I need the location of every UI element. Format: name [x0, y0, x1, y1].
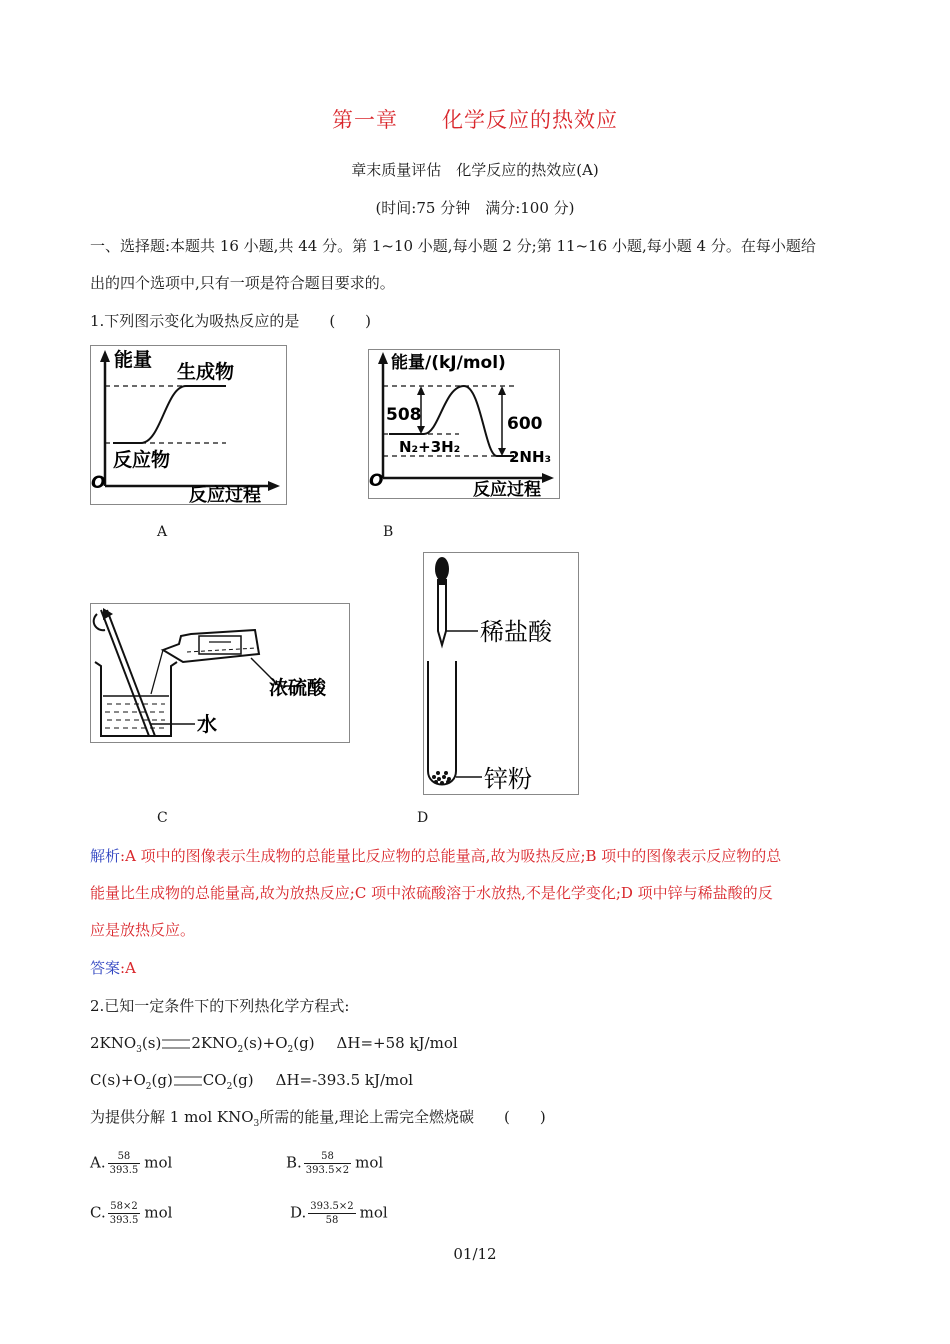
equation-2-enthalpy: ΔH=-393.5 kJ/mol [275, 1071, 414, 1089]
fig-d-acid-label: 稀盐酸 [480, 618, 552, 646]
option-c[interactable]: C. $\frac{58\times 2}{393.5}$ mol [90, 1201, 173, 1226]
option-d[interactable]: D. $\frac{393.5\times 2}{58}$ mol [290, 1201, 388, 1226]
equation-2: $C(s)+O_2(g)$ $CO_2(g)$ ΔH=-393.5 kJ/mol [90, 1071, 414, 1092]
figure-a-energy-diagram [90, 345, 287, 505]
option-b[interactable]: B. $\frac{58}{393.5\times 2}$ mol [286, 1151, 384, 1176]
fig-b-value-508: 508 [386, 405, 422, 425]
fig-a-origin: O [91, 473, 106, 493]
figure-d-caption: D [417, 810, 429, 826]
figure-a-caption: A [157, 524, 168, 540]
question-2-prompt: 为提供分解 1 mol $KNO_3$所需的能量,理论上需完全燃烧碳 ( ) [90, 1108, 546, 1129]
option-d-fraction: $\frac{393.5\times 2}{58}$ [310, 1201, 354, 1226]
exam-meta: (时间:75 分钟 满分:100 分) [375, 199, 575, 217]
fig-c-acid-label: 浓硫酸 [269, 677, 327, 699]
fig-b-origin: O [369, 471, 384, 491]
figure-c-beaker-diagram [90, 603, 350, 743]
equilibrium-sign-icon [174, 1076, 202, 1086]
fig-b-reactant-label: N₂+3H₂ [399, 438, 461, 456]
answer-label: 答案 [90, 959, 121, 977]
fig-b-product-label: 2NH₃ [509, 448, 552, 466]
figure-b-energy-diagram [368, 349, 560, 499]
fig-d-zinc-label: 锌粉 [484, 765, 532, 793]
option-a[interactable]: A. $\frac{58}{393.5}$ mol [90, 1151, 173, 1176]
fig-a-reactant-label: 反应物 [113, 449, 171, 471]
fig-b-y-label: 能量/(kJ/mol) [391, 353, 506, 373]
equilibrium-sign-icon [162, 1039, 190, 1049]
q1-analysis-line2: 能量比生成物的总能量高,故为放热反应;C 项中浓硫酸溶于水放热,不是化学变化;D 项中锌与稀盐酸的反 [90, 884, 773, 902]
equation-1: $2KNO_3(s)$ $2KNO_2(s)+O_2(g)$ ΔH=+58 kJ/mol [90, 1034, 458, 1055]
fig-a-x-label: 反应过程 [189, 485, 261, 504]
fig-a-y-label: 能量 [114, 349, 153, 371]
question-1-stem: 1.下列图示变化为吸热反应的是 ( ) [90, 312, 372, 330]
option-a-fraction: $\frac{58}{393.5}$ [109, 1151, 139, 1176]
fig-c-water-label: 水 [197, 712, 217, 736]
q1-analysis-line1: 解析:A 项中的图像表示生成物的总能量比反应物的总能量高,故为吸热反应;B 项中的图像表示反应物的总 [90, 847, 782, 865]
section-instructions-line2: 出的四个选项中,只有一项是符合题目要求的。 [90, 274, 395, 292]
option-b-fraction: $\frac{58}{393.5\times 2}$ [305, 1151, 350, 1176]
exam-subtitle: 章末质量评估 化学反应的热效应(A) [351, 161, 599, 179]
fig-b-x-label: 反应过程 [473, 480, 541, 498]
question-2-stem: 2.已知一定条件下的下列热化学方程式: [90, 997, 350, 1015]
q1-analysis-line3: 应是放热反应。 [90, 921, 196, 939]
analysis-label: 解析 [90, 847, 121, 865]
fig-a-product-label: 生成物 [177, 361, 235, 383]
section-instructions-line1: 一、选择题:本题共 16 小题,共 44 分。第 1~10 小题,每小题 2 分;第 11~16 小题,每小题 4 分。在每小题给 [90, 237, 816, 255]
figure-b-caption: B [383, 524, 394, 540]
figure-c-caption: C [157, 810, 168, 826]
q1-answer: 答案:A [90, 959, 136, 977]
fig-b-value-600: 600 [507, 414, 543, 434]
chapter-title: 第一章 化学反应的热效应 [332, 108, 618, 132]
figure-d-test-tube-diagram [423, 552, 579, 795]
equation-1-enthalpy: ΔH=+58 kJ/mol [336, 1034, 458, 1052]
page-number: 01/12 [453, 1245, 497, 1263]
option-c-fraction: $\frac{58\times 2}{393.5}$ [109, 1201, 139, 1226]
